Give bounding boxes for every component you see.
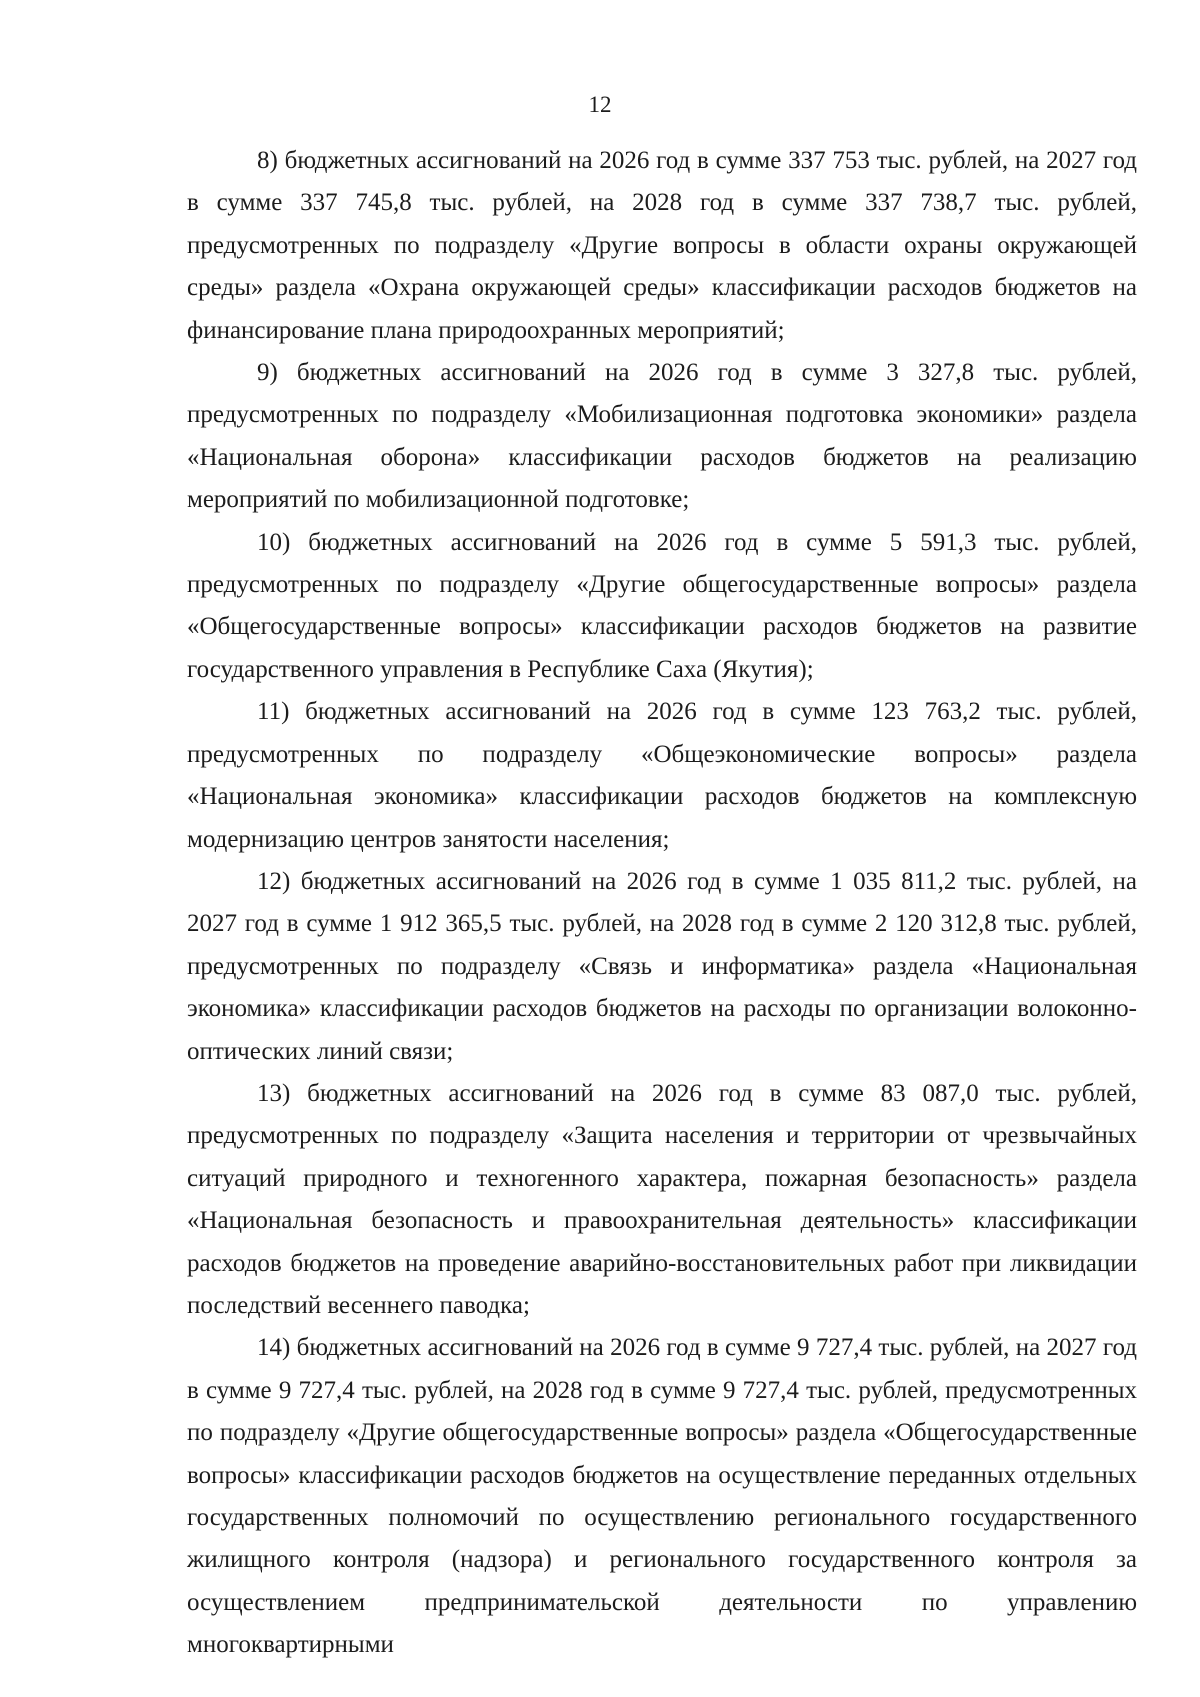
- list-item-9: 9) бюджетных ассигнований на 2026 год в сумме 3 327,8 тыс. рублей, предусмотренных по подразделу «Мобилизационная подготовка экономики» раздела «Национальная оборона» классификации расходов бюджетов на реализацию мероприятий по мобилизационной подготовке;: [187, 359, 1137, 514]
- list-item-8: 8) бюджетных ассигнований на 2026 год в сумме 337 753 тыс. рублей, на 2027 год в сумме 337 745,8 тыс. рублей, на 2028 год в сумме 337 738,7 тыс. рублей, предусмотренных по подразделу «Другие вопросы в области охраны окружающей среды» раздела «Охрана окружающей среды» классификации расходов бюджетов на финансирование плана природоохранных мероприятий;: [187, 147, 1137, 344]
- page-number: 12: [588, 92, 612, 117]
- document-body: [187, 140, 1137, 1667]
- list-item-10: 10) бюджетных ассигнований на 2026 год в сумме 5 591,3 тыс. рублей, предусмотренных по подразделу «Другие общегосударственные вопросы» раздела «Общегосударственные вопросы» классификации расходов бюджетов на развитие государственного управления в Республике Саха (Якутия);: [187, 528, 1137, 683]
- list-item-14: 14) бюджетных ассигнований на 2026 год в сумме 9 727,4 тыс. рублей, на 2027 год в сумме 9 727,4 тыс. рублей, на 2028 год в сумме 9 727,4 тыс. рублей, предусмотренных по подразделу «Другие общегосударственные вопросы» раздела «Общегосударственные вопросы» классификации расходов бюджетов на осуществление переданных отдельных государственных полномочий по осуществлению регионального государственного жилищного контроля (надзора) и регионального государственного контроля за осуществлением предпринимательской деятельности по управлению многоквартирными: [187, 1334, 1137, 1659]
- list-item-12: 12) бюджетных ассигнований на 2026 год в сумме 1 035 811,2 тыс. рублей, на 2027 год в сумме 1 912 365,5 тыс. рублей, на 2028 год в сумме 2 120 312,8 тыс. рублей, предусмотренных по подразделу «Связь и информатика» раздела «Национальная экономика» классификации расходов бюджетов на расходы по организации волоконно-оптических линий связи;: [187, 867, 1137, 1065]
- list-item-11: 11) бюджетных ассигнований на 2026 год в сумме 123 763,2 тыс. рублей, предусмотренных по подразделу «Общеэкономические вопросы» раздела «Национальная экономика» классификации расходов бюджетов на комплексную модернизацию центров занятости населения;: [187, 698, 1137, 853]
- list-item-13: 13) бюджетных ассигнований на 2026 год в сумме 83 087,0 тыс. рублей, предусмотренных по подразделу «Защита населения и территории от чрезвычайных ситуаций природного и техногенного характера, пожарная безопасность» раздела «Национальная безопасность и правоохранительная деятельность» классификации расходов бюджетов на проведение аварийно-восстановительных работ при ликвидации последствий весеннего паводка;: [187, 1079, 1137, 1319]
